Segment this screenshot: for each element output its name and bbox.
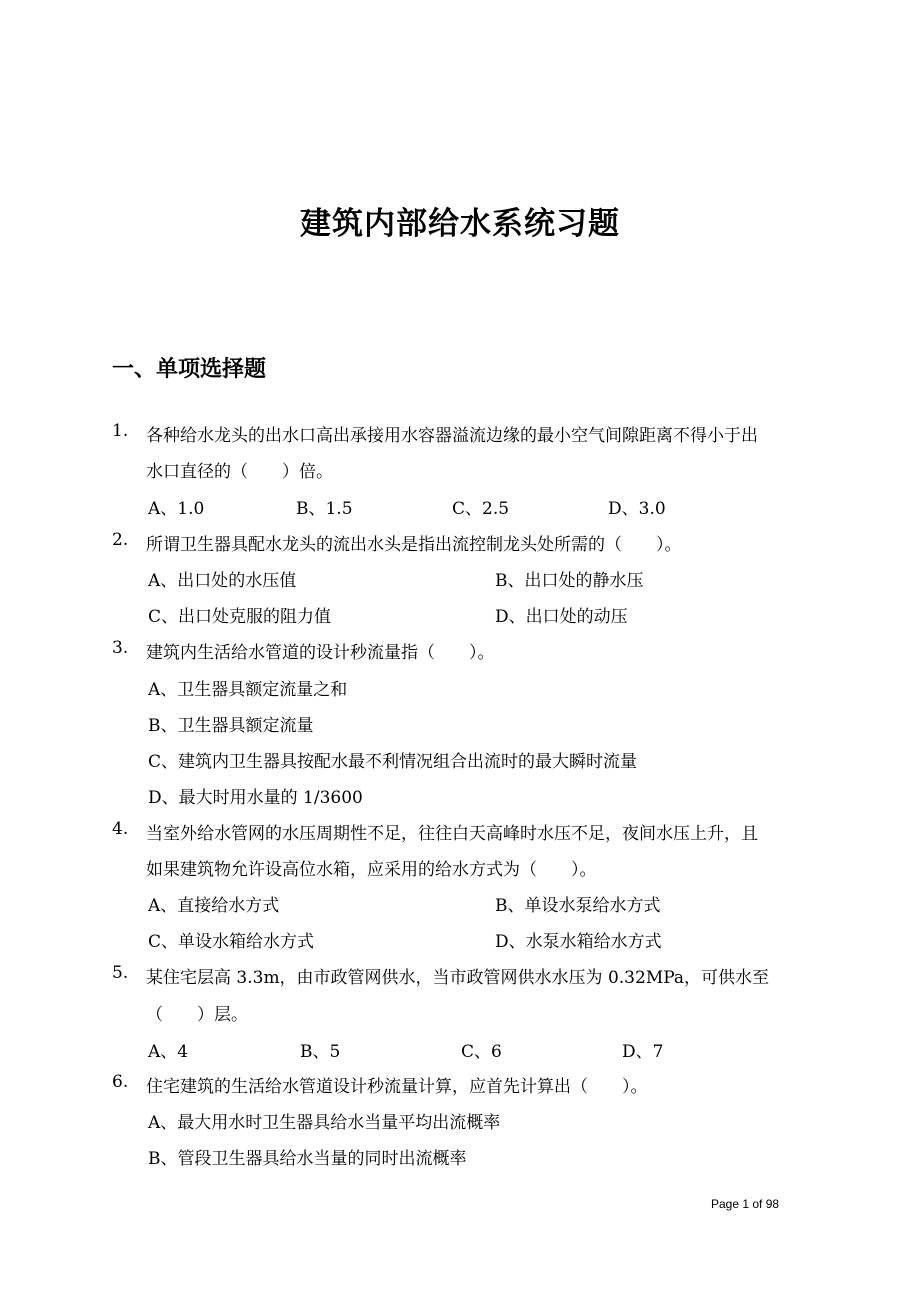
option-a: A、直接给水方式 [148, 896, 280, 916]
option-a: A、4 [148, 1042, 189, 1062]
question-text-line: 某住宅层高 3.3m，由市政管网供水，当市政管网供水水压为 0.32MPa，可供水至 [146, 968, 770, 988]
option-a: A、出口处的水压值 [148, 571, 297, 591]
question-text-line: 如果建筑物允许设高位水箱，应采用的给水方式为（ ）。 [146, 860, 597, 880]
option-b: B、出口处的静水压 [495, 571, 644, 591]
option-b: B、1.5 [296, 499, 353, 519]
option-a: A、最大用水时卫生器具给水当量平均出流概率 [148, 1113, 501, 1133]
question-number: 3. [112, 638, 129, 658]
option-c: C、单设水箱给水方式 [148, 932, 315, 952]
option-b: B、管段卫生器具给水当量的同时出流概率 [148, 1149, 467, 1169]
question-text-line: 建筑内生活给水管道的设计秒流量指（ ）。 [146, 643, 495, 663]
option-d: D、最大时用水量的 1/3600 [148, 788, 363, 808]
option-b: B、单设水泵给水方式 [495, 896, 661, 916]
question-text-line: 所谓卫生器具配水龙头的流出水头是指出流控制龙头处所需的（ ）。 [146, 535, 682, 555]
option-d: D、3.0 [608, 499, 666, 519]
option-c: C、建筑内卫生器具按配水最不利情况组合出流时的最大瞬时流量 [148, 752, 638, 772]
option-d: D、7 [622, 1042, 664, 1062]
question-number: 5. [112, 963, 129, 983]
question-text-line: 当室外给水管网的水压周期性不足，往往白天高峰时水压不足，夜间水压上升，且 [146, 824, 758, 844]
option-c: C、出口处克服的阻力值 [148, 607, 332, 627]
question-text-line: 各种给水龙头的出水口高出承接用水容器溢流边缘的最小空气间隙距离不得小于出 [146, 426, 758, 446]
question-number: 6. [112, 1072, 129, 1092]
option-a: A、卫生器具额定流量之和 [148, 680, 348, 700]
question-text-line: 住宅建筑的生活给水管道设计秒流量计算，应首先计算出（ ）。 [146, 1077, 648, 1097]
document-title: 建筑内部给水系统习题 [300, 206, 620, 242]
question-text-line: 水口直径的（ ）倍。 [146, 462, 333, 482]
question-number: 4. [112, 819, 129, 839]
page-footer: Page 1 of 98 [711, 1197, 780, 1211]
question-number: 2. [112, 530, 129, 550]
option-c: C、2.5 [452, 499, 510, 519]
option-c: C、6 [461, 1042, 502, 1062]
section-heading: 一、单项选择题 [112, 357, 267, 382]
option-d: D、水泵水箱给水方式 [495, 932, 662, 952]
option-d: D、出口处的动压 [495, 607, 628, 627]
question-text-line: （ ）层。 [146, 1005, 248, 1025]
option-a: A、1.0 [148, 499, 205, 519]
option-b: B、5 [300, 1042, 341, 1062]
option-b: B、卫生器具额定流量 [148, 716, 314, 736]
question-number: 1. [112, 421, 129, 441]
